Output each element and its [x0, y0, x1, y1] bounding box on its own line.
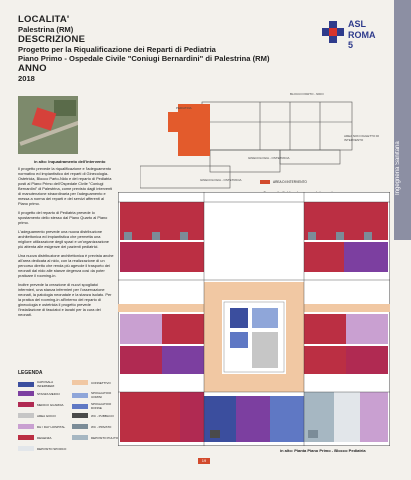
legend-label: DEPOSITO SPORCO: [37, 446, 67, 451]
legend-swatch: [18, 435, 34, 440]
legend-swatch: [18, 424, 34, 429]
legend-swatch: [18, 391, 34, 396]
legend-swatch: [72, 380, 88, 385]
sidebar-text: Ingegneria Sanitaria: [395, 141, 401, 195]
legend-item: [18, 402, 68, 407]
body-text: [18, 166, 114, 321]
legend-item: [72, 424, 122, 429]
legend-label: STANZA MEDICI: [37, 391, 60, 396]
keyplan-label-gine: GINECOLOGIA - OSTETRICIA: [248, 156, 290, 160]
asl-logo: [322, 18, 382, 50]
legend-item: [18, 424, 68, 429]
anno-value: 2018: [18, 74, 35, 83]
header-block: [18, 14, 318, 83]
area-key-swatch: [260, 180, 270, 184]
logo-line1: ASL: [348, 19, 366, 29]
legend-swatch: [72, 424, 88, 429]
photo-caption: in alto: Inquadramento dell'intervento: [34, 159, 106, 164]
legend-swatch: [18, 382, 34, 387]
legend-label: CAPOSALA INFERMIERI: [37, 380, 55, 388]
legend-label: WC - PUBBLICO: [91, 413, 114, 418]
legend-swatch: [72, 435, 88, 440]
keyplan-label-pediatria: PEDIATRIA: [176, 106, 192, 110]
legend-label: AREA GIOCO: [37, 413, 56, 418]
area-key-label: AREA DI INTERVENTO: [273, 180, 307, 184]
legend-swatch: [18, 413, 34, 418]
legend-label: MEDICO GUARDIA: [37, 402, 64, 407]
floor-plan: [118, 192, 390, 446]
legend-item: [18, 413, 68, 418]
legend-swatch: [18, 402, 34, 407]
keyplan-label-blocco: BLOCCO PARTO - NIDO: [290, 92, 324, 96]
legend-label: CONNETTIVO: [91, 380, 111, 385]
aerial-photo: [18, 96, 78, 154]
legend-swatch: [18, 446, 34, 451]
legend-swatch: [72, 393, 88, 398]
legend-item: [72, 380, 122, 385]
logo-line2: ROMA 5: [348, 30, 376, 50]
descrizione-line2: Piano Primo - Ospedale Civile "Coniugi Bernardini" di Palestrina (RM): [18, 54, 270, 63]
page-number: 19: [198, 458, 210, 464]
legend-label: DH / DAY HOSPITAL: [37, 424, 66, 429]
legend-item: [72, 435, 122, 440]
keyplan-label-note: AREA NON OGGETTO DI INTERVENTO: [344, 134, 380, 142]
descrizione-label: DESCRIZIONE: [18, 34, 86, 45]
legend-item: [18, 391, 68, 396]
bottom-caption: in alto: Pianta Piano Primo - Blocco Pediatria: [280, 448, 366, 453]
legend-item: [72, 391, 122, 399]
legend-item: [18, 435, 68, 440]
legend-label: DEGENZA: [37, 435, 52, 440]
body-paragraph-2: Il progetto del reparto di Pediatria prevede lo spostamento dello stesso dal Piano Quarto al Piano primo.: [18, 210, 108, 225]
descrizione-line1: Progetto per la Riqualificazione dei Reparti di Pediatria: [18, 45, 216, 54]
legend-title: LEGENDA: [18, 370, 43, 376]
legend-label: WC - PRIVATO: [91, 424, 112, 429]
legend-label: SPOGLIATOIO DONNE: [91, 402, 112, 410]
cross-icon: [322, 21, 344, 43]
keyplan-label-sub: GINECOLOGIA - OSTETRICIA: [200, 178, 242, 182]
localita-label: LOCALITA': [18, 14, 70, 25]
anno-label: ANNO: [18, 63, 47, 74]
body-paragraph-4: Una nuova distribuzione architettonica è prevista anche all'area dedicata al nido, con la realizzazione di un percorso diretto che renda più agevole il trasporto dei neonati dal nido alle stanze degenza così da poter praticare il rooming-in.: [18, 253, 114, 278]
legend-label: DEPOSITO PULITO: [91, 435, 119, 440]
legend-item: [72, 413, 122, 418]
body-paragraph-1: Il progetto prevede la riqualificazione e l'adeguamento normativo ed impiantistico dei reparti di Ginecologia-Ostetricia, Blocco Parto-Nido e del reparto di Pediatria posti al Piano Primo dell'Ospedale Civile "Coniugi Bernardini" di Palestrina, come previsto dagli interventi di manutenzione straordinaria per l'adeguamento e messa a norma dei reparti e del servizi afferenti al Piano primo.: [18, 166, 113, 206]
localita-value: Palestrina (RM): [18, 25, 74, 34]
legend-swatch: [72, 413, 88, 418]
legend-label: SPOGLIATOIO UOMINI: [91, 391, 112, 399]
legend-item: [18, 380, 68, 388]
legend-swatch: [72, 404, 88, 409]
body-paragraph-3: L'adeguamento prevede una nuova distribuzione architettonica ed impiantistica che permetta una migliore utilizzazione degli spazi e un'organizzazione più attenta alle esigenze dei pazienti pediatrici.: [18, 229, 109, 249]
legend-item: [18, 446, 68, 451]
body-paragraph-5: Inoltre prevede la creazione di nuovi spogliatoi infermieri, una stanza infermieri per l'osservazione neonati, la patologia neonatale e la stanza isolato. Per la pratica del rooming-in all'interno del reparto di ginecologia e ostetricia il progetto prevede l'installazione di fasciatoi e lavabi per la cura dei neonati.: [18, 282, 112, 317]
legend-item: [72, 402, 122, 410]
